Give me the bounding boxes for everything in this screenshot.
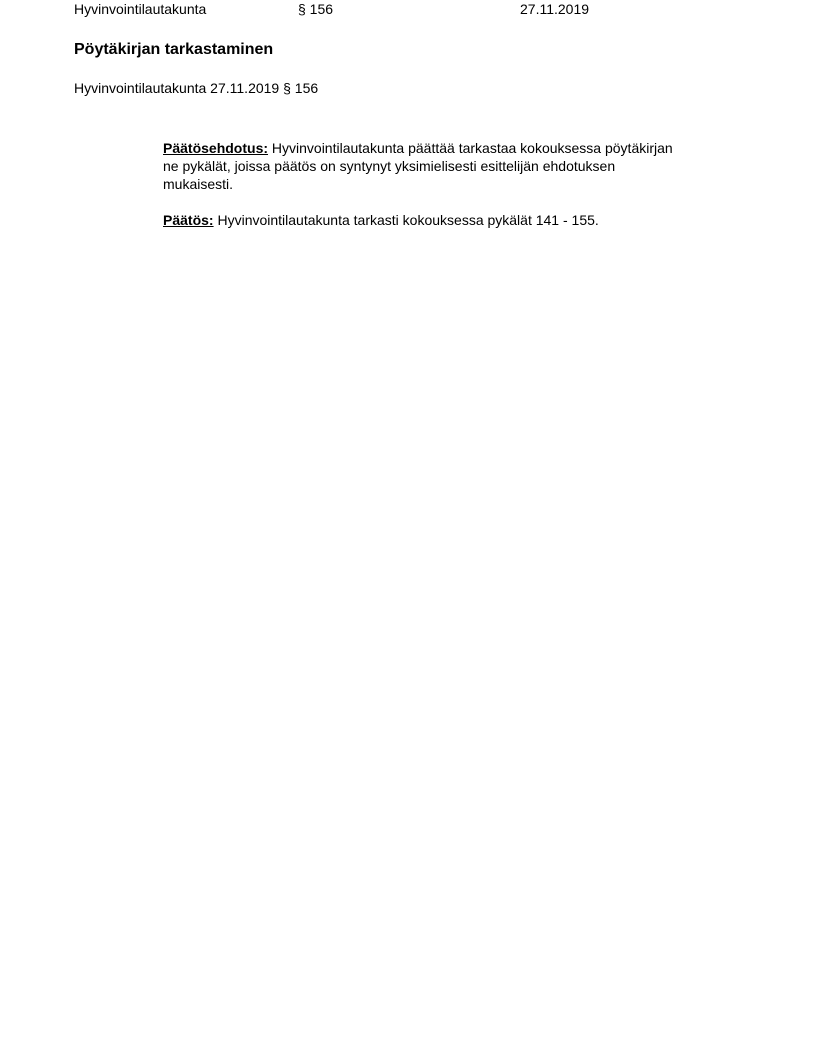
page-title: Pöytäkirjan tarkastaminen <box>74 41 274 58</box>
decision-label: Päätös: <box>163 212 214 228</box>
proposal-label: Päätösehdotus: <box>163 140 269 156</box>
header-section-number: § 156 <box>298 1 334 17</box>
subtitle-committee-date-section: Hyvinvointilautakunta 27.11.2019 § 156 <box>74 80 319 96</box>
body-block <box>163 139 679 229</box>
proposal-text: Hyvinvointilautakunta päättää tarkastaa kokouksessa pöytäkirjan ne pykälät, joissa päätös on syntynyt yksimielisesti esittelijän ehdotuksen mukaisesti. <box>163 140 673 192</box>
header-committee-name: Hyvinvointilautakunta <box>74 1 207 17</box>
page-header <box>0 1 816 18</box>
decision-paragraph <box>163 211 679 229</box>
header-date: 27.11.2019 <box>520 1 590 17</box>
decision-text: Hyvinvointilautakunta tarkasti kokouksessa pykälät 141 - 155. <box>217 212 599 228</box>
proposal-paragraph <box>163 139 679 193</box>
